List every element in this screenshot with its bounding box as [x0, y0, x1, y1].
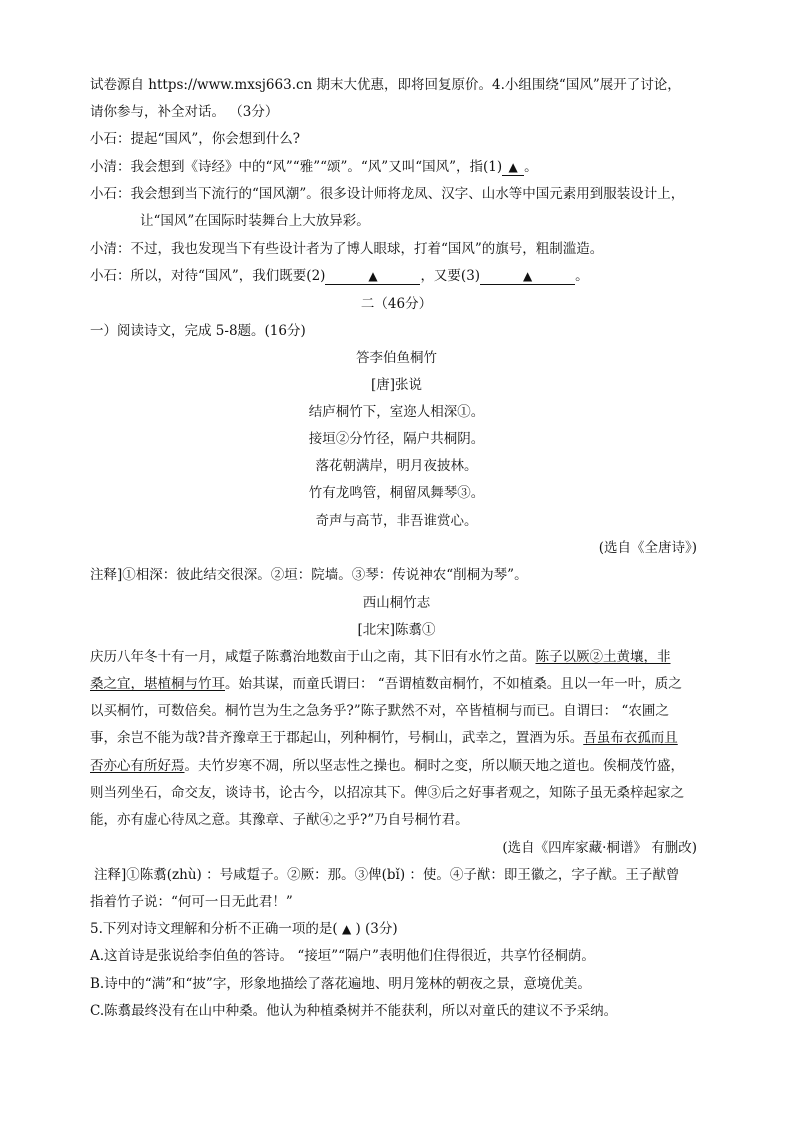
poem-source: (选自《全唐诗》): [598, 540, 697, 556]
dialogue-line-3-cont: 让“国风”在国际时装舞台上大放异彩。: [140, 213, 370, 229]
section-instruction: 一）阅读诗文，完成 5-8题。(16分): [90, 323, 306, 339]
q4-intro-cont: 请你参与，补全对话。 （3分）: [90, 104, 279, 120]
essay-author: [北宋]陈翥①: [357, 622, 436, 638]
underlined-sentence: 吾虽布衣孤而且: [583, 730, 678, 746]
essay-line: 以买桐竹，可数倍矣。桐竹岂为生之急务乎?”陈子默然不对，卒皆植桐与而已。自谓曰： “农圃之: [90, 703, 669, 719]
essay-line: [90, 647, 671, 667]
q5-stem: [90, 919, 398, 939]
dialogue-line-5: [90, 266, 589, 286]
underlined-sentence: 陈子以厥②土黄壤，非: [535, 649, 671, 665]
q4-intro: 试卷源自 https://www.mxsj663.cn 期末大优惠，即将回复原价。4.小组围绕“国风”展开了讨论，: [90, 77, 681, 93]
essay-line: [90, 756, 684, 776]
q5-stem-score: ) (3分): [355, 921, 398, 937]
essay-line: 能，亦有虚心待凤之意。其豫章、子猷④之乎?”乃自号桐竹君。: [90, 812, 469, 828]
q5-stem-text: 5.下列对诗文理解和分析不正确一项的是(: [90, 921, 338, 937]
essay-source: (选自《四库家藏·桐谱》 有删改): [502, 840, 697, 856]
essay-line: 则当列坐石，命交友，谈诗书，论古今，以招凉其下。俾③后之好事者观之，知陈子虽无桑梓起家之: [90, 785, 684, 801]
poem-title: 答李伯鱼桐竹: [356, 350, 437, 366]
dialogue-text: 。: [524, 159, 538, 175]
answer-blank-1[interactable]: [502, 159, 524, 176]
dialogue-text: 。: [575, 268, 589, 284]
essay-notes-cont: 指着竹子说：“何可一日无此君！”: [90, 894, 293, 910]
option-c: C.陈翥最终没有在山中种桑。他认为种植桑树并不能获利，所以对童氏的建议不予采纳。: [90, 1003, 618, 1019]
answer-blank-2[interactable]: [325, 268, 420, 285]
essay-text: 庆历八年冬十有一月，咸踅子陈翥治地数亩于山之南，其下旧有水竹之苗。: [90, 649, 536, 665]
dialogue-text: 小清：我会想到《诗经》中的“风”“雅”“颂”。“风”又叫“国风”，指(1): [90, 159, 503, 175]
poem-line: 竹有龙鸣管，桐留凤舞琴③。: [308, 485, 485, 501]
option-a: A.这首诗是张说给李伯鱼的答诗。 “接垣”“隔户”表明他们住得很近，共享竹径桐荫。: [90, 948, 595, 964]
poem-author: [唐]张说: [370, 377, 423, 393]
triangle-icon: ▲: [508, 160, 518, 174]
triangle-icon: ▲: [341, 922, 352, 936]
essay-title: 西山桐竹志: [362, 595, 431, 611]
poem-line: 奇声与高节，非吾谁赏心。: [315, 513, 478, 529]
triangle-icon: ▲: [522, 269, 533, 283]
essay-line: [90, 728, 678, 748]
underlined-sentence: 否亦心有所好焉: [90, 758, 185, 774]
underlined-sentence: 桑之宜，堪植桐与竹耳: [90, 676, 225, 692]
essay-text: 事，余岂不能为哉?昔齐豫章王于郡起山，列种桐竹，号桐山，武幸之，置酒为乐。: [90, 730, 584, 746]
dialogue-line-4: 小清：不过，我也发现当下有些设计者为了博人眼球，打着“国风”的旗号，粗制滥造。: [90, 241, 604, 257]
dialogue-line-2: [90, 157, 538, 177]
poem-line: 结庐桐竹下，室迩人相深①。: [308, 404, 485, 420]
dialogue-line-3: 小石：我会想到当下流行的“国风潮”。很多设计师将龙凤、汉字、山水等中国元素用到服装设计上，: [90, 186, 685, 202]
poem-line: 接垣②分竹径，隔户共桐阴。: [308, 431, 485, 447]
dialogue-line-1: 小石：提起“国风”，你会想到什么?: [90, 131, 301, 147]
essay-text: 。始其谋，而童氏谓曰： “吾谓植数亩桐竹，不如植桑。且以一年一叶，质之: [225, 676, 682, 692]
essay-text: 。夫竹岁寒不凋，所以坚志性之操也。桐时之变，所以顺天地之道也。俟桐茂竹盛，: [184, 758, 684, 774]
poem-line: 落花朝满岸，明月夜披林。: [315, 458, 478, 474]
section-title: 二（46分）: [360, 296, 433, 312]
essay-notes: 注释]①陈翥(zhù) ：号咸踅子。②厥：那。③俾(bǐ) ：使。④子猷：即王徽之，字子猷。王子猷曾: [94, 867, 680, 883]
option-b: B.诗中的“满”和“披”字，形象地描绘了落花遍地、明月笼林的朝夜之景，意境优美。: [90, 976, 591, 992]
answer-blank-3[interactable]: [480, 268, 575, 285]
dialogue-text: ，又要(3): [420, 268, 481, 284]
triangle-icon: ▲: [368, 269, 378, 283]
essay-line: [90, 674, 682, 694]
poem-notes: 注释]①相深：彼此结交很深。②垣：院墙。③琴：传说神农“削桐为琴”。: [90, 567, 528, 583]
dialogue-text: 小石：所以，对待“国风”，我们既要(2): [90, 268, 326, 284]
